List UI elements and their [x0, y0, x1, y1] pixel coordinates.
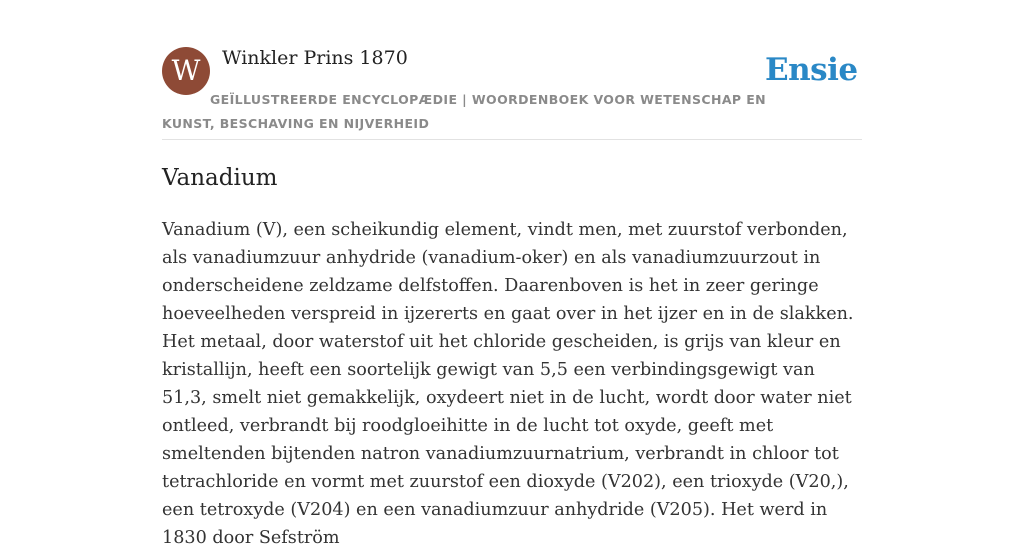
source-title[interactable]: Winkler Prins 1870	[222, 47, 408, 69]
article-body: Vanadium (V), een scheikundig element, vindt men, met zuurstof verbonden, als vanadiumzuur anhydride (vanadium-oker) en als vanadiumzuurzout in onderscheidene zeldzame delfstoffen. Daarenboven is het in zeer geringe hoeveelheden verspreid in ijzererts en gaat over in het ijzer en in de slakken. Het metaal, door waterstof uit het chloride gescheiden, is grijs van kleur en kristallijn, heeft een soortelijk gewigt van 5,5 een verbindingsgewigt van 51,3, smelt niet gemakkelijk, oxydeert niet in de lucht, wordt door water niet ontleed, verbrandt bij roodgloeihitte in de lucht tot oxyde, geeft met smeltenden bijtenden natron vanadiumzuurnatrium, verbrandt in chloor tot tetrachloride en vormt met zuurstof een dioxyde (V202), een trioxyde (V20,), een tetroxyde (V204) en een vanadiumzuur anhydride (V205). Het werd in 1830 door Sefström	[162, 220, 854, 548]
source-avatar[interactable]: W	[162, 47, 210, 95]
header-divider	[162, 139, 862, 140]
source-subtitle: GEÏLLUSTREERDE ENCYCLOPÆDIE | WOORDENBOEK VOOR WETENSCHAP EN KUNST, BESCHAVING EN NIJVERHEID	[162, 92, 767, 131]
article-title: Vanadium	[162, 165, 278, 191]
brand-logo[interactable]: Ensie	[765, 52, 858, 88]
